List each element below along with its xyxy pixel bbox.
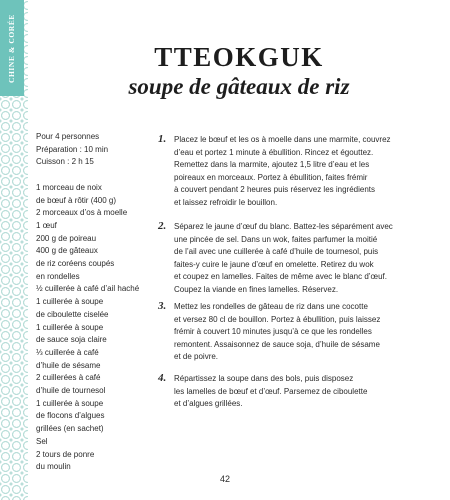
step-number: 1. <box>158 133 167 145</box>
step-text-line: d’eau et portez 1 minute à ébullition. Rincez et égouttez. <box>174 147 374 157</box>
recipe-subtitle: soupe de gâteaux de riz <box>128 74 350 99</box>
ingredient-line: de riz coréens coupés <box>36 259 115 269</box>
meta-line: Pour 4 personnes <box>36 132 100 141</box>
ingredient-list <box>36 182 156 474</box>
step-text <box>174 373 428 411</box>
step-text-line: Répartissez la soupe dans des bols, puis disposez <box>174 374 354 383</box>
ingredient-line: 2 morceaux d’os à moelle <box>36 208 128 218</box>
ingredient-line: 1 cuillerée à soupe <box>36 297 104 307</box>
step-text-line: et de poivre. <box>174 352 219 362</box>
step-number: 3. <box>158 300 167 312</box>
page-number: 42 <box>219 474 230 484</box>
recipe-meta <box>36 131 156 169</box>
ingredient-line: 1 morceau de noix <box>36 182 102 192</box>
step-text <box>174 301 428 364</box>
ingredients-column <box>36 131 156 474</box>
ingredient-line: 1 cuillerée à soupe <box>36 398 104 408</box>
step-number: 4. <box>158 372 167 384</box>
ingredient-line: Sel <box>36 436 48 446</box>
step-text-line: et coupez en lamelles. Faites de même avec le blanc d’œuf. <box>174 272 387 282</box>
ingredient-line: 1 œuf <box>36 220 57 230</box>
step-text-line: et d’algues grillées. <box>174 399 243 409</box>
ingredient-line: grillées (en sachet) <box>36 424 104 434</box>
step-text-line: à couvert pendant 2 heures puis réservez les ingrédients <box>174 185 376 195</box>
ingredient-line: de ciboulette ciselée <box>36 309 109 319</box>
step-text-line: faites-y cuire le jaune d’œuf en omelette. Retirez du wok <box>174 259 374 269</box>
meta-line: Cuisson : 2 h 15 <box>36 157 94 167</box>
step-text <box>174 221 428 297</box>
step-text-line: les lamelles de bœuf et d’œuf. Parsemez de ciboulette <box>174 386 368 396</box>
step-text <box>174 134 428 210</box>
step-text-line: Mettez les rondelles de gâteau de riz dans une cocotte <box>174 302 368 311</box>
step-text-line: poireaux en morceaux. Portez à ébullition, faites frémir <box>174 172 368 182</box>
step-text-line: une pincée de sel. Dans un wok, faites parfumer la moitié <box>174 234 378 244</box>
recipe-title: TTEOKGUK <box>154 42 324 72</box>
ingredient-line: de flocons d’algues <box>36 411 105 421</box>
ingredient-line: ½ cuillerée à café d’ail haché <box>36 284 140 294</box>
step-text-line: remontent. Assaisonnez de sauce soja, d’huile de sésame <box>174 339 380 349</box>
step-text-line: et laissez refroidir le bouillon. <box>174 197 278 207</box>
meta-line: Préparation : 10 min <box>36 144 109 154</box>
ingredient-line: 2 tours de ponre <box>36 449 95 459</box>
step-text-line: Séparez le jaune d’œuf du blanc. Battez-les séparément avec <box>174 222 393 231</box>
ingredient-line: de bœuf à rôtir (400 g) <box>36 195 117 205</box>
step-text-line: Placez le bœuf et les os à moelle dans une marmite, couvrez <box>174 135 391 144</box>
ingredient-line: de sauce soja claire <box>36 335 107 345</box>
step-text-line: Remettez dans la marmite, ajoutez 1,5 litre d’eau et les <box>174 160 370 170</box>
ingredient-line: du moulin <box>36 462 71 472</box>
chapter-tab <box>0 0 24 96</box>
ingredient-line: 400 g de gâteaux <box>36 246 98 256</box>
chapter-label: CHINE & CORÉE <box>7 13 17 83</box>
step-number: 2. <box>158 220 167 232</box>
ingredient-line: d’huile de tournesol <box>36 386 106 396</box>
ingredient-line: d’huile de sésame <box>36 360 101 370</box>
step-text-line: frémir à couvert 10 minutes jusqu’à ce que les rondelles <box>174 327 372 337</box>
step-text-line: de l’ail avec une cuillerée à café d’huile de tournesol, puis <box>174 247 379 257</box>
step-text-line: et versez 80 cl de bouillon. Portez à ébullition, puis laissez <box>174 314 381 324</box>
ingredient-line: 2 cuillerées à café <box>36 373 101 383</box>
ingredient-line: ⅓ cuillerée à café <box>36 347 99 357</box>
ingredient-line: 200 g de poireau <box>36 233 97 243</box>
ingredient-line: 1 cuillerée à soupe <box>36 322 104 332</box>
ingredient-line: en rondelles <box>36 271 80 281</box>
step-text-line: Coupez la viande en fines lamelles. Réservez. <box>174 284 339 294</box>
